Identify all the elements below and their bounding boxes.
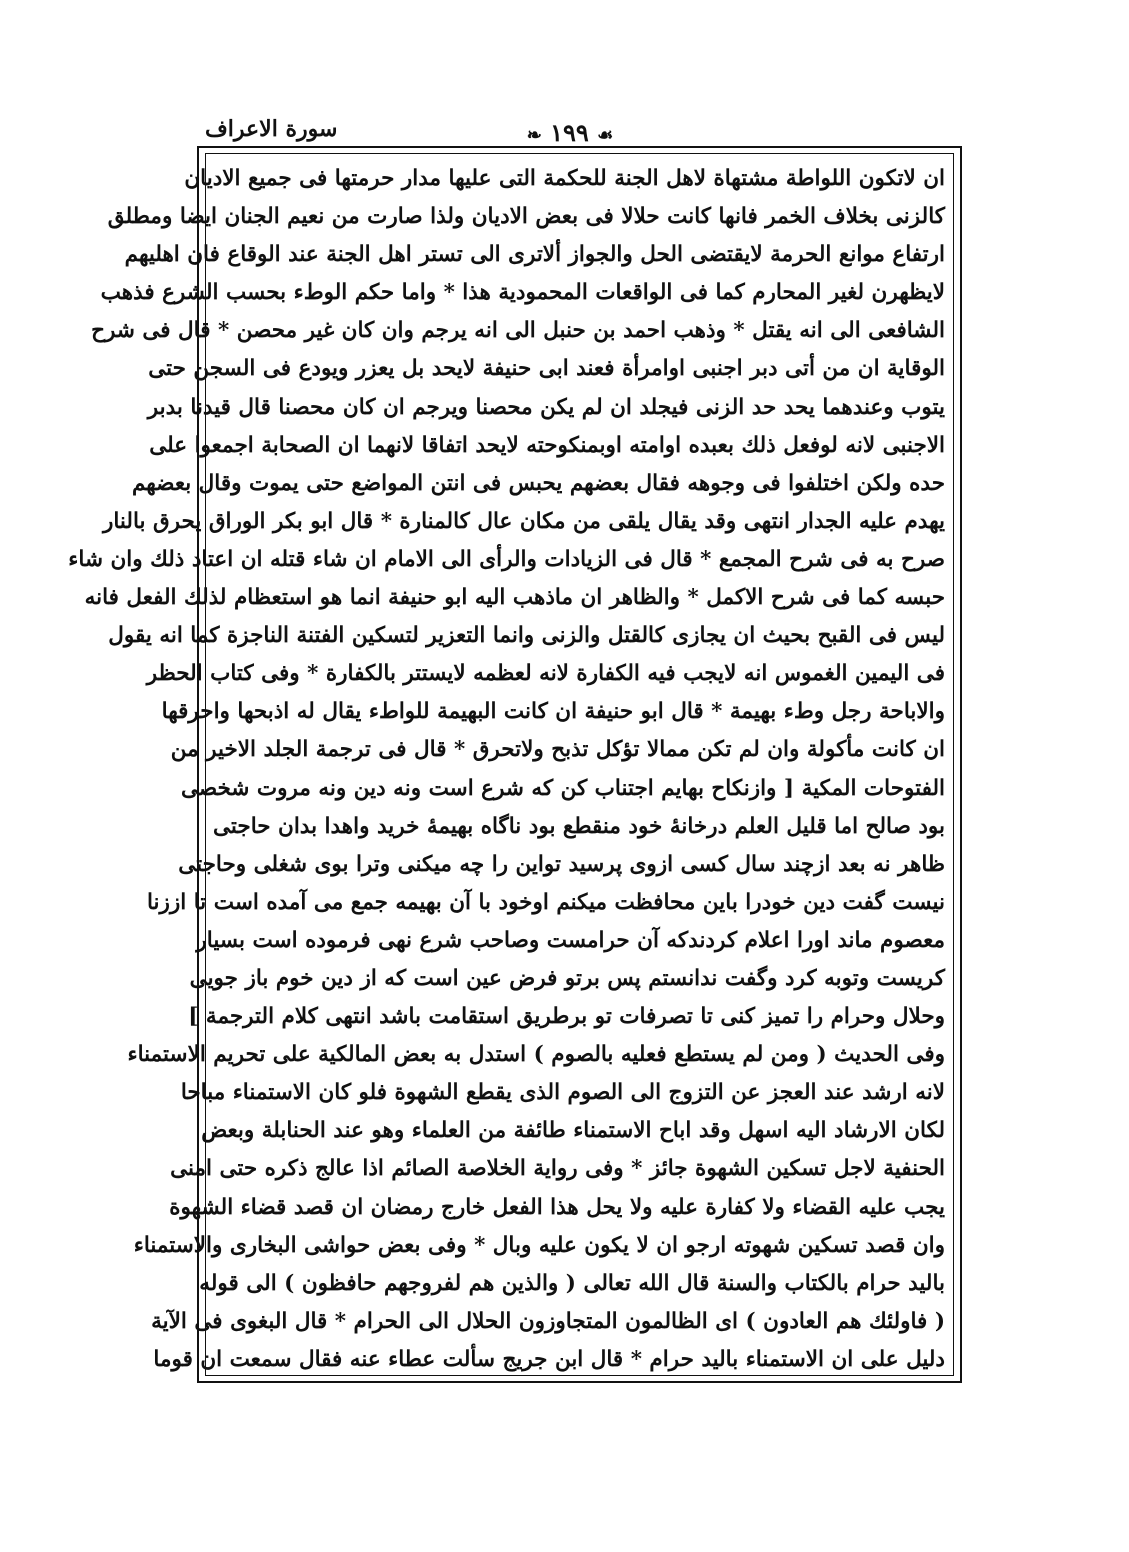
surah-title: سورة الاعراف [205, 116, 338, 142]
text-line: دليل على ان الاستمناء باليد حرام * قال ابن جريج سألت عطاء عنه فقال سمعت ان قوما [153, 1346, 945, 1372]
page-number [500, 118, 640, 147]
text-line: باليد حرام بالكتاب والسنة قال الله تعالى ( والذين هم لفروجهم حافظون ) الى قوله [199, 1270, 945, 1296]
ornament-left-icon: ❧ [526, 125, 542, 146]
text-line: بود صالح اما قليل العلم درخانهٔ خود منقطع بود ناگاه بهيمهٔ خريد واهدا بدان حاجتى [213, 813, 945, 839]
text-line: معصوم ماند اورا اعلام كردندكه آن حرامست وصاحب شرع نهى فرموده است بسيار [196, 927, 945, 953]
text-line: ظاهر نه بعد ازچند سال كسى ازوى پرسيد تواين را چه ميكنى وترا بوى شغلى وحاجتى [178, 851, 945, 877]
text-line: الفتوحات المكية [ وازنكاح بهايم اجتناب كن كه شرع است ونه دين ونه مروت شخصى [180, 775, 945, 801]
text-line: صرح به فى شرح المجمع * قال فى الزيادات والرأى الى الامام ان شاء قتله ان اعتاد ذلك وان شاء [68, 546, 945, 572]
text-line: الشافعى الى انه يقتل * وذهب احمد بن حنبل الى انه يرجم وان كان غير محصن * قال فى شرح [91, 318, 945, 344]
text-line: وفى الحديث ( ومن لم يستطع فعليه بالصوم ) استدل به بعض المالكية على تحريم الاستمناء [127, 1042, 945, 1068]
text-line: يهدم عليه الجدار انتهى وقد يقال يلقى من مكان عال كالمنارة * قال ابو بكر الوراق يحرق بالنار [102, 508, 945, 534]
text-line: يتوب وعندهما يحد حد الزنى فيجلد ان لم يكن محصنا ويرجم ان كان محصنا قال قيدنا بدبر [147, 394, 945, 420]
text-line: الحنفية لاجل تسكين الشهوة جائز * وفى رواية الخلاصة الصائم اذا عالج ذكره حتى امنى [170, 1156, 945, 1182]
text-line: ليس فى القبح بحيث ان يجازى كالقتل والزنى وانما التعزير لتسكين الفتنة الناجزة كما انه يقول [108, 623, 945, 649]
text-line: حده ولكن اختلفوا فى وجوهه فقال بعضهم يحبس فى انتن المواضع حتى يموت وقال بعضهم [131, 470, 945, 496]
text-line: ان كانت مأكولة وان لم تكن ممالا تؤكل تذبح ولاتحرق * قال فى ترجمة الجلد الاخير من [170, 737, 945, 763]
text-body [68, 160, 945, 1374]
text-line: والاباحة رجل وطء بهيمة * قال ابو حنيفة ان كانت البهيمة للواطء يقال له اذبحها واحرقها [161, 699, 945, 725]
text-line: وان قصد تسكين شهوته ارجو ان لا يكون عليه وبال * وفى بعض حواشى البخارى والاستمناء [133, 1232, 945, 1258]
text-line: الوقاية ان من أتى دبر اجنبى اوامرأة فعند ابى حنيفة لايحد بل يعزر ويودع فى السجن حتى [148, 356, 945, 382]
text-line: كريست وتوبه كرد وگفت ندانستم پس برتو فرض عين است كه از دين خوم باز جويى [189, 965, 945, 991]
text-line: لانه ارشد عند العجز عن التزوج الى الصوم الذى يقطع الشهوة فلو كان الاستمناء مباحا [180, 1080, 945, 1106]
text-line: لايظهرن لغير المحارم كما فى الواقعات المحمودية هذا * واما حكم الوطء بحسب الشرع فذهب [100, 280, 945, 306]
text-line: فى اليمين الغموس انه لايجب فيه الكفارة لانه لعظمه لايستتر بالكفارة * وفى كتاب الحظر [146, 661, 945, 687]
text-line: كالزنى بخلاف الخمر فانها كانت حلالا فى بعض الاديان ولذا صارت من نعيم الجنان ايضا ومطلق [107, 204, 945, 230]
text-line: حبسه كما فى شرح الاكمل * والظاهر ان ماذهب اليه ابو حنيفة انما هو استعظام لذلك الفعل فانه [84, 585, 945, 611]
ornament-right-icon: ☙ [597, 125, 614, 146]
text-line: وحلال وحرام را تميز كنى تا تصرفات تو برطريق استقامت باشد انتهى كلام الترجمة ] [188, 1004, 945, 1030]
text-line: نيست گفت دين خودرا باين محافظت ميكنم اوخود با آن بهيمه جمع مى آمده است تا اززنا [146, 889, 945, 915]
page-number-text: ١٩٩ [550, 118, 589, 147]
text-line: ( فاولئك هم العادون ) اى الظالمون المتجاوزون الحلال الى الحرام * قال البغوى فى الآية [151, 1308, 945, 1334]
text-line: ارتفاع موانع الحرمة لايقتضى الحل والجواز ألاترى الى تستر اهل الجنة عند الوقاع فان اهليهم [124, 242, 945, 268]
text-line: ان لاتكون اللواطة مشتهاة لاهل الجنة للحكمة التى عليها مدار حرمتها فى جميع الاديان [184, 166, 945, 191]
text-line: لكان الارشاد اليه اسهل وقد اباح الاستمناء طائفة من العلماء وهو عند الحنابلة وبعض [201, 1118, 945, 1144]
text-line: الاجنبى لانه لوفعل ذلك بعبده اوامته اوبمنكوحته لايحد اتفاقا لانهما ان الصحابة اجمعوا على [149, 432, 945, 458]
text-line: يجب عليه القضاء ولا كفارة عليه ولا يحل هذا الفعل خارج رمضان ان قصد قضاء الشهوة [169, 1194, 945, 1220]
